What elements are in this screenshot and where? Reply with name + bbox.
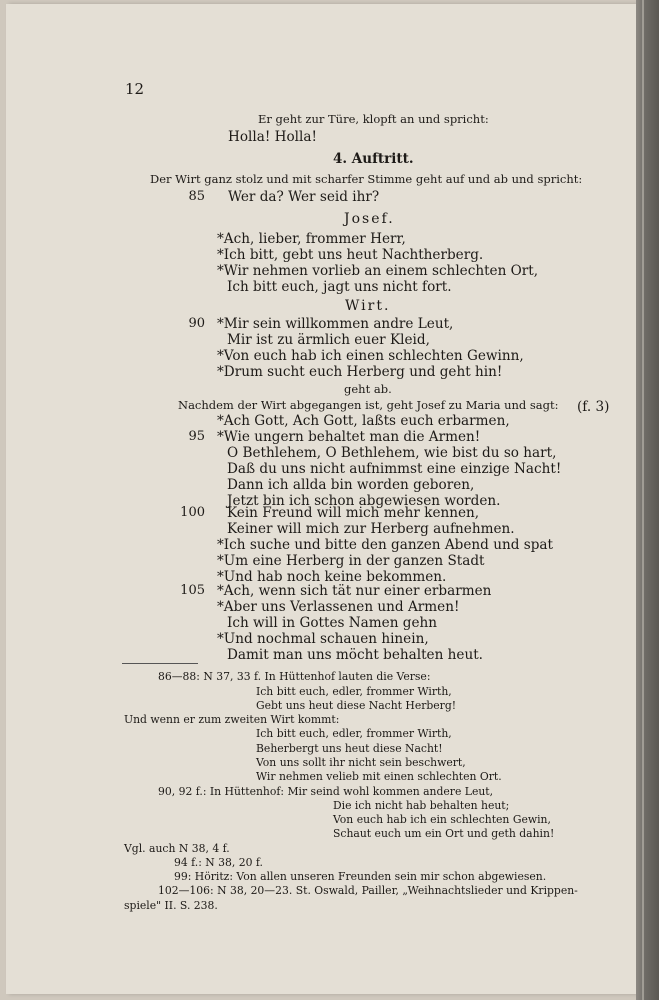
verse-line: *Und nochmal schauen hinein, <box>217 631 429 647</box>
footnote-line: 102—106: N 38, 20—23. St. Oswald, Pailler, „Weihnachtslieder und Krippen- <box>158 884 578 897</box>
verse-line: *Um eine Herberg in der ganzen Stadt <box>217 553 485 569</box>
footnote-line: Gebt uns heut diese Nacht Herberg! <box>256 699 457 712</box>
verse-line: *Ach, wenn sich tät nur einer erbarmen <box>217 583 492 599</box>
verse-line: *Mir sein willkommen andre Leut, <box>217 316 454 332</box>
line-number: 85 <box>188 189 205 204</box>
verse-line: Holla! Holla! <box>228 129 317 145</box>
verse-line: *Ach, lieber, frommer Herr, <box>217 231 406 247</box>
footnote-line: Schaut euch um ein Ort und geth dahin! <box>333 827 555 840</box>
page-number: 12 <box>125 80 145 98</box>
verse-line: *Von euch hab ich einen schlechten Gewinn, <box>217 348 524 364</box>
verse-line: *Ich bitt, gebt uns heut Nachtherberg. <box>217 247 484 263</box>
verse-line: Mir ist zu ärmlich euer Kleid, <box>227 332 430 348</box>
footnote-line: spiele" II. S. 238. <box>124 899 218 912</box>
verse-line: *Ach Gott, Ach Gott, laßts euch erbarmen, <box>217 413 510 429</box>
footnote-line: Und wenn er zum zweiten Wirt kommt: <box>124 713 340 726</box>
footnote-line: 99: Höritz: Von allen unseren Freunden sein mir schon abgewiesen. <box>174 870 547 883</box>
speaker-name: Josef. <box>344 211 395 227</box>
verse-line: Ich bitt euch, jagt uns nicht fort. <box>227 279 452 295</box>
verse-line: Jetzt bin ich schon abgewiesen worden. <box>227 493 501 509</box>
stage-direction: Der Wirt ganz stolz und mit scharfer Stimme geht auf und ab und spricht: <box>150 172 583 186</box>
verse-line: Dann ich allda bin worden geboren, <box>227 477 475 493</box>
footnote-divider <box>122 663 198 664</box>
footnote-line: Ich bitt euch, edler, frommer Wirth, <box>256 727 452 740</box>
verse-line: Kein Freund will mich mehr kennen, <box>227 505 480 521</box>
footnote-line: Von uns sollt ihr nicht sein beschwert, <box>256 756 466 769</box>
stage-direction: Er geht zur Türe, klopft an und spricht: <box>258 112 489 126</box>
line-number: 105 <box>180 583 205 598</box>
verse-line: *Drum sucht euch Herberg und geht hin! <box>217 364 503 380</box>
line-number: 95 <box>188 429 205 444</box>
verse-line: Ich will in Gottes Namen gehn <box>227 615 438 631</box>
footnote-line: Beherbergt uns heut diese Nacht! <box>256 742 443 755</box>
verse-line: *Ich suche und bitte den ganzen Abend und spat <box>217 537 553 553</box>
stage-direction: Nachdem der Wirt abgegangen ist, geht Josef zu Maria und sagt: <box>178 398 559 412</box>
footnote-line: 86—88: N 37, 33 f. In Hüttenhof lauten die Verse: <box>158 670 431 683</box>
line-number: 90 <box>188 316 205 331</box>
footnote-line: 90, 92 f.: In Hüttenhof: Mir seind wohl kommen andere Leut, <box>158 785 494 798</box>
verse-line: Wer da? Wer seid ihr? <box>228 189 380 205</box>
line-number: 100 <box>180 505 205 520</box>
footnote-line: 94 f.: N 38, 20 f. <box>174 856 263 869</box>
footnote-line: Ich bitt euch, edler, frommer Wirth, <box>256 685 452 698</box>
footnote-line: Wir nehmen velieb mit einen schlechten Ort. <box>256 770 502 783</box>
stage-direction: geht ab. <box>344 382 392 396</box>
book-page-edge <box>636 0 659 1000</box>
verse-line: Daß du uns nicht aufnimmst eine einzige Nacht! <box>227 461 562 477</box>
verse-line: *Wir nehmen vorlieb an einem schlechten Ort, <box>217 263 539 279</box>
speaker-name: Wirt. <box>345 298 391 314</box>
verse-line: Keiner will mich zur Herberg aufnehmen. <box>227 521 515 537</box>
margin-reference: (f. 3) <box>577 399 610 415</box>
verse-line: Damit man uns möcht behalten heut. <box>227 647 484 663</box>
verse-line: O Bethlehem, O Bethlehem, wie bist du so hart, <box>227 445 557 461</box>
footnote-line: Vgl. auch N 38, 4 f. <box>124 842 230 855</box>
footnote-line: Die ich nicht hab behalten heut; <box>333 799 510 812</box>
footnote-line: Von euch hab ich ein schlechten Gewin, <box>333 813 551 826</box>
verse-line: *Aber uns Verlassenen und Armen! <box>217 599 460 615</box>
scene-heading: 4. Auftritt. <box>333 151 414 167</box>
verse-line: *Wie ungern behaltet man die Armen! <box>217 429 481 445</box>
verse-line: *Und hab noch keine bekommen. <box>217 569 447 585</box>
